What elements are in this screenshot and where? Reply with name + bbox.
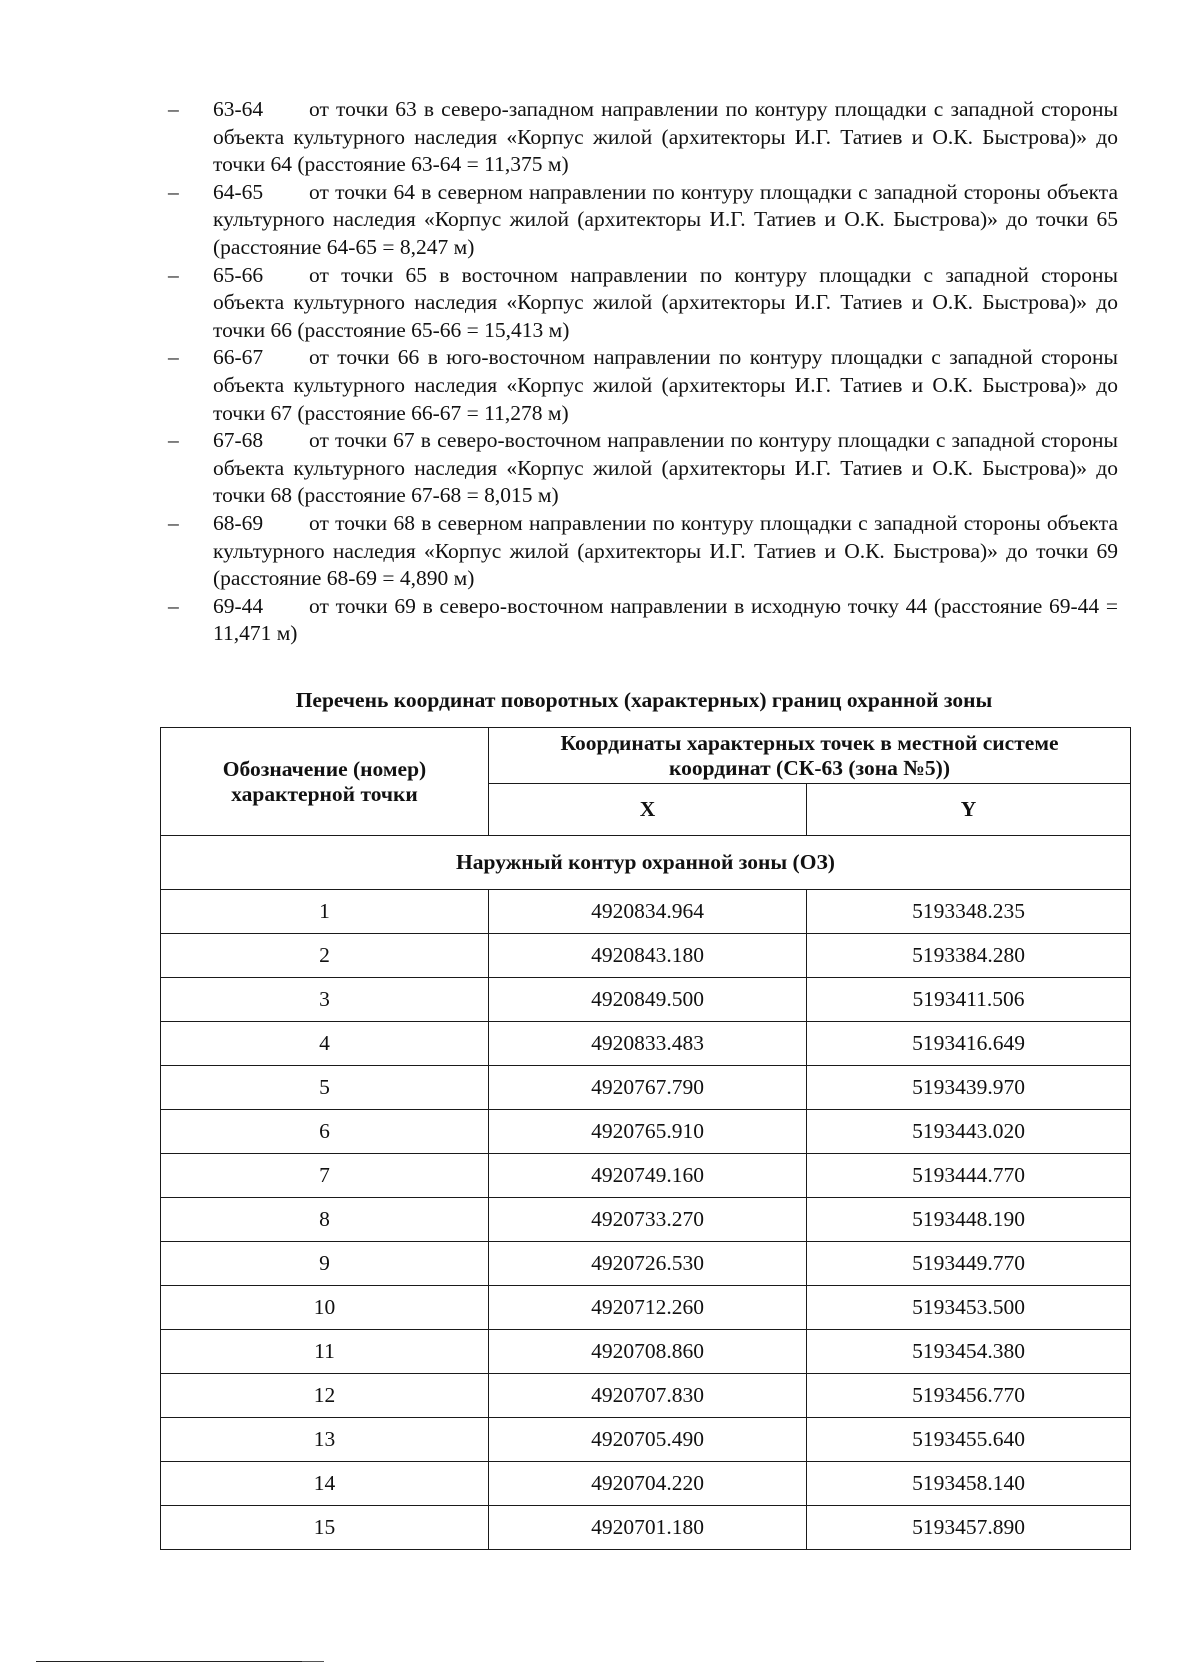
list-dash: – [168, 593, 179, 618]
header-y: Y [807, 784, 1131, 836]
footnote-separator-tail [302, 1661, 324, 1662]
segment-code: 65-66 [213, 262, 264, 287]
y-value: 5193384.280 [807, 934, 1131, 978]
x-value: 4920833.483 [489, 1022, 807, 1066]
point-number: 11 [161, 1330, 489, 1374]
segment-text: от точки 69 в северо-восточном направлении в исходную точку 44 (расстояние 69-44 = 11,471 м) [213, 593, 1118, 646]
x-value: 4920701.180 [489, 1506, 807, 1550]
point-number: 4 [161, 1022, 489, 1066]
table-row [161, 1066, 1131, 1110]
y-value: 5193449.770 [807, 1242, 1131, 1286]
segment-text: от точки 66 в юго-восточном направлении по контуру площадки с западной стороны объекта культурного наследия «Корпус жилой (архитекторы И.Г. Татиев и О.К. Быстрова)» до точки 67 (расстояние 66-67 = 11,278 м) [213, 345, 1118, 425]
table-row [161, 1374, 1131, 1418]
table-row [161, 1462, 1131, 1506]
segment-code: 66-67 [213, 345, 264, 370]
segment-text: от точки 64 в северном направлении по контуру площадки с западной стороны объекта культурного наследия «Корпус жилой (архитекторы И.Г. Татиев и О.К. Быстрова)» до точки 65 (расстояние 64-65 = 8,247 м) [213, 179, 1118, 259]
point-number: 6 [161, 1110, 489, 1154]
y-value: 5193443.020 [807, 1110, 1131, 1154]
table-row [161, 1418, 1131, 1462]
x-value: 4920705.490 [489, 1418, 807, 1462]
table-row [161, 1506, 1131, 1550]
table-row [161, 934, 1131, 978]
list-dash: – [168, 262, 179, 287]
y-value: 5193454.380 [807, 1330, 1131, 1374]
list-item [168, 96, 1118, 179]
x-value: 4920726.530 [489, 1242, 807, 1286]
list-dash: – [168, 510, 179, 535]
segment-text: от точки 63 в северо-западном направлении по контуру площадки с западной стороны объекта культурного наследия «Корпус жилой (архитекторы И.Г. Татиев и О.К. Быстрова)» до точки 64 (расстояние 63-64 = 11,375 м) [213, 97, 1118, 177]
segment-code: 67-68 [213, 428, 264, 453]
table-row [161, 1242, 1131, 1286]
segment-text: от точки 65 в восточном направлении по контуру площадки с западной стороны объекта культурного наследия «Корпус жилой (архитекторы И.Г. Татиев и О.К. Быстрова)» до точки 66 (расстояние 65-66 = 15,413 м) [213, 262, 1118, 342]
y-value: 5193448.190 [807, 1198, 1131, 1242]
table-row [161, 1110, 1131, 1154]
point-number: 3 [161, 978, 489, 1022]
list-item [168, 262, 1118, 345]
point-number: 5 [161, 1066, 489, 1110]
y-value: 5193457.890 [807, 1506, 1131, 1550]
point-number: 9 [161, 1242, 489, 1286]
list-dash: – [168, 179, 179, 204]
segment-code: 68-69 [213, 510, 264, 535]
table-row [161, 1330, 1131, 1374]
table-row [161, 890, 1131, 934]
coordinates-table [160, 727, 1131, 1550]
point-number: 10 [161, 1286, 489, 1330]
y-value: 5193458.140 [807, 1462, 1131, 1506]
boundary-description-list [168, 96, 1118, 648]
point-number: 15 [161, 1506, 489, 1550]
section-heading: Наружный контур охранной зоны (ОЗ) [161, 836, 1131, 890]
segment-code: 69-44 [213, 593, 264, 618]
x-value: 4920849.500 [489, 978, 807, 1022]
y-value: 5193348.235 [807, 890, 1131, 934]
table-title: Перечень координат поворотных (характерных) границ охранной зоны [295, 688, 993, 712]
x-value: 4920834.964 [489, 890, 807, 934]
point-number: 12 [161, 1374, 489, 1418]
point-number: 2 [161, 934, 489, 978]
table-row [161, 1154, 1131, 1198]
x-value: 4920708.860 [489, 1330, 807, 1374]
y-value: 5193444.770 [807, 1154, 1131, 1198]
x-value: 4920749.160 [489, 1154, 807, 1198]
list-item [168, 179, 1118, 262]
x-value: 4920733.270 [489, 1198, 807, 1242]
segment-code: 63-64 [213, 97, 264, 121]
point-number: 14 [161, 1462, 489, 1506]
point-number: 13 [161, 1418, 489, 1462]
segment-text: от точки 68 в северном направлении по контуру площадки с западной стороны объекта культурного наследия «Корпус жилой (архитекторы И.Г. Татиев и О.К. Быстрова)» до точки 69 (расстояние 68-69 = 4,890 м) [213, 510, 1118, 591]
y-value: 5193455.640 [807, 1418, 1131, 1462]
segment-text: от точки 67 в северо-восточном направлении по контуру площадки с западной стороны объекта культурного наследия «Корпус жилой (архитекторы И.Г. Татиев и О.К. Быстрова)» до точки 68 (расстояние 67-68 = 8,015 м) [213, 428, 1118, 508]
x-value: 4920767.790 [489, 1066, 807, 1110]
y-value: 5193411.506 [807, 978, 1131, 1022]
y-value: 5193416.649 [807, 1022, 1131, 1066]
table-row [161, 978, 1131, 1022]
list-item [168, 427, 1118, 510]
list-dash: – [168, 345, 179, 370]
table-row [161, 1022, 1131, 1066]
list-item [168, 344, 1118, 427]
point-number: 1 [161, 890, 489, 934]
y-value: 5193456.770 [807, 1374, 1131, 1418]
header-point-designation: Обозначение (номер) характерной точки [161, 728, 489, 836]
x-value: 4920704.220 [489, 1462, 807, 1506]
segment-code: 64-65 [213, 179, 264, 204]
list-dash: – [168, 428, 179, 453]
footnote-separator [36, 1661, 304, 1662]
y-value: 5193439.970 [807, 1066, 1131, 1110]
y-value: 5193453.500 [807, 1286, 1131, 1330]
header-x: X [489, 784, 807, 836]
table-row [161, 1286, 1131, 1330]
list-dash: – [168, 97, 179, 121]
x-value: 4920765.910 [489, 1110, 807, 1154]
header-coordinates: Координаты характерных точек в местной системе координат (СК-63 (зона №5)) [489, 728, 1131, 784]
point-number: 8 [161, 1198, 489, 1242]
point-number: 7 [161, 1154, 489, 1198]
x-value: 4920843.180 [489, 934, 807, 978]
list-item [168, 593, 1118, 648]
x-value: 4920707.830 [489, 1374, 807, 1418]
x-value: 4920712.260 [489, 1286, 807, 1330]
table-row [161, 1198, 1131, 1242]
list-item [168, 510, 1118, 593]
